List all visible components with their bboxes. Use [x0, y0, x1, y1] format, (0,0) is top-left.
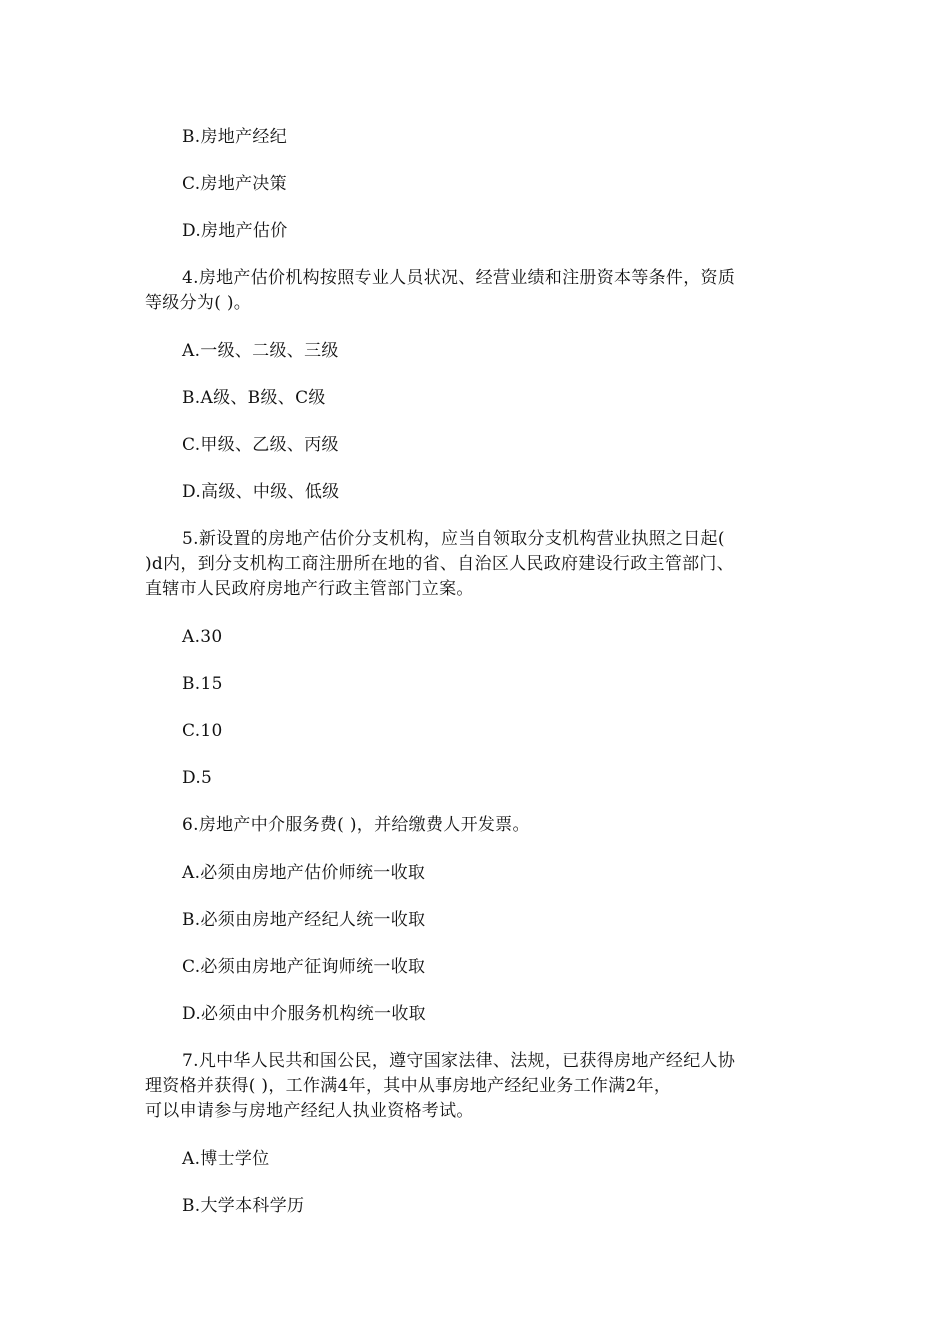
- question-4-line-2: 等级分为( )。: [145, 293, 252, 313]
- option-7a: A.博士学位: [182, 1149, 270, 1169]
- option-4c: C.甲级、乙级、丙级: [182, 435, 339, 455]
- option-4d: D.高级、中级、低级: [182, 482, 340, 502]
- option-3d: D.房地产估价: [182, 221, 288, 241]
- option-6c: C.必须由房地产征询师统一收取: [182, 957, 426, 977]
- option-6d: D.必须由中介服务机构统一收取: [182, 1004, 426, 1024]
- question-5-line-3: 直辖市人民政府房地产行政主管部门立案。: [145, 579, 474, 599]
- option-3b: B.房地产经纪: [182, 127, 287, 147]
- question-5-line-2: )d内，到分支机构工商注册所在地的省、自治区人民政府建设行政主管部门、: [145, 554, 735, 574]
- option-4b: B.A级、B级、C级: [182, 388, 326, 408]
- option-5a: A.30: [182, 627, 223, 647]
- question-6-line-1: 6.房地产中介服务费( )，并给缴费人开发票。: [182, 815, 530, 835]
- option-5c: C.10: [182, 721, 223, 741]
- option-5d: D.5: [182, 768, 213, 788]
- option-5b: B.15: [182, 674, 223, 694]
- option-7b: B.大学本科学历: [182, 1196, 305, 1216]
- option-3c: C.房地产决策: [182, 174, 287, 194]
- question-7-line-2: 理资格并获得( )，工作满4年，其中从事房地产经纪业务工作满2年，: [145, 1076, 672, 1096]
- option-6b: B.必须由房地产经纪人统一收取: [182, 910, 426, 930]
- question-7-line-1: 7.凡中华人民共和国公民，遵守国家法律、法规，已获得房地产经纪人协: [182, 1051, 736, 1071]
- question-5-line-1: 5.新设置的房地产估价分支机构，应当自领取分支机构营业执照之日起(: [182, 529, 725, 549]
- question-7-line-3: 可以申请参与房地产经纪人执业资格考试。: [145, 1101, 474, 1121]
- option-4a: A.一级、二级、三级: [182, 341, 339, 361]
- question-4-line-1: 4.房地产估价机构按照专业人员状况、经营业绩和注册资本等条件，资质: [182, 268, 736, 288]
- option-6a: A.必须由房地产估价师统一收取: [182, 863, 426, 883]
